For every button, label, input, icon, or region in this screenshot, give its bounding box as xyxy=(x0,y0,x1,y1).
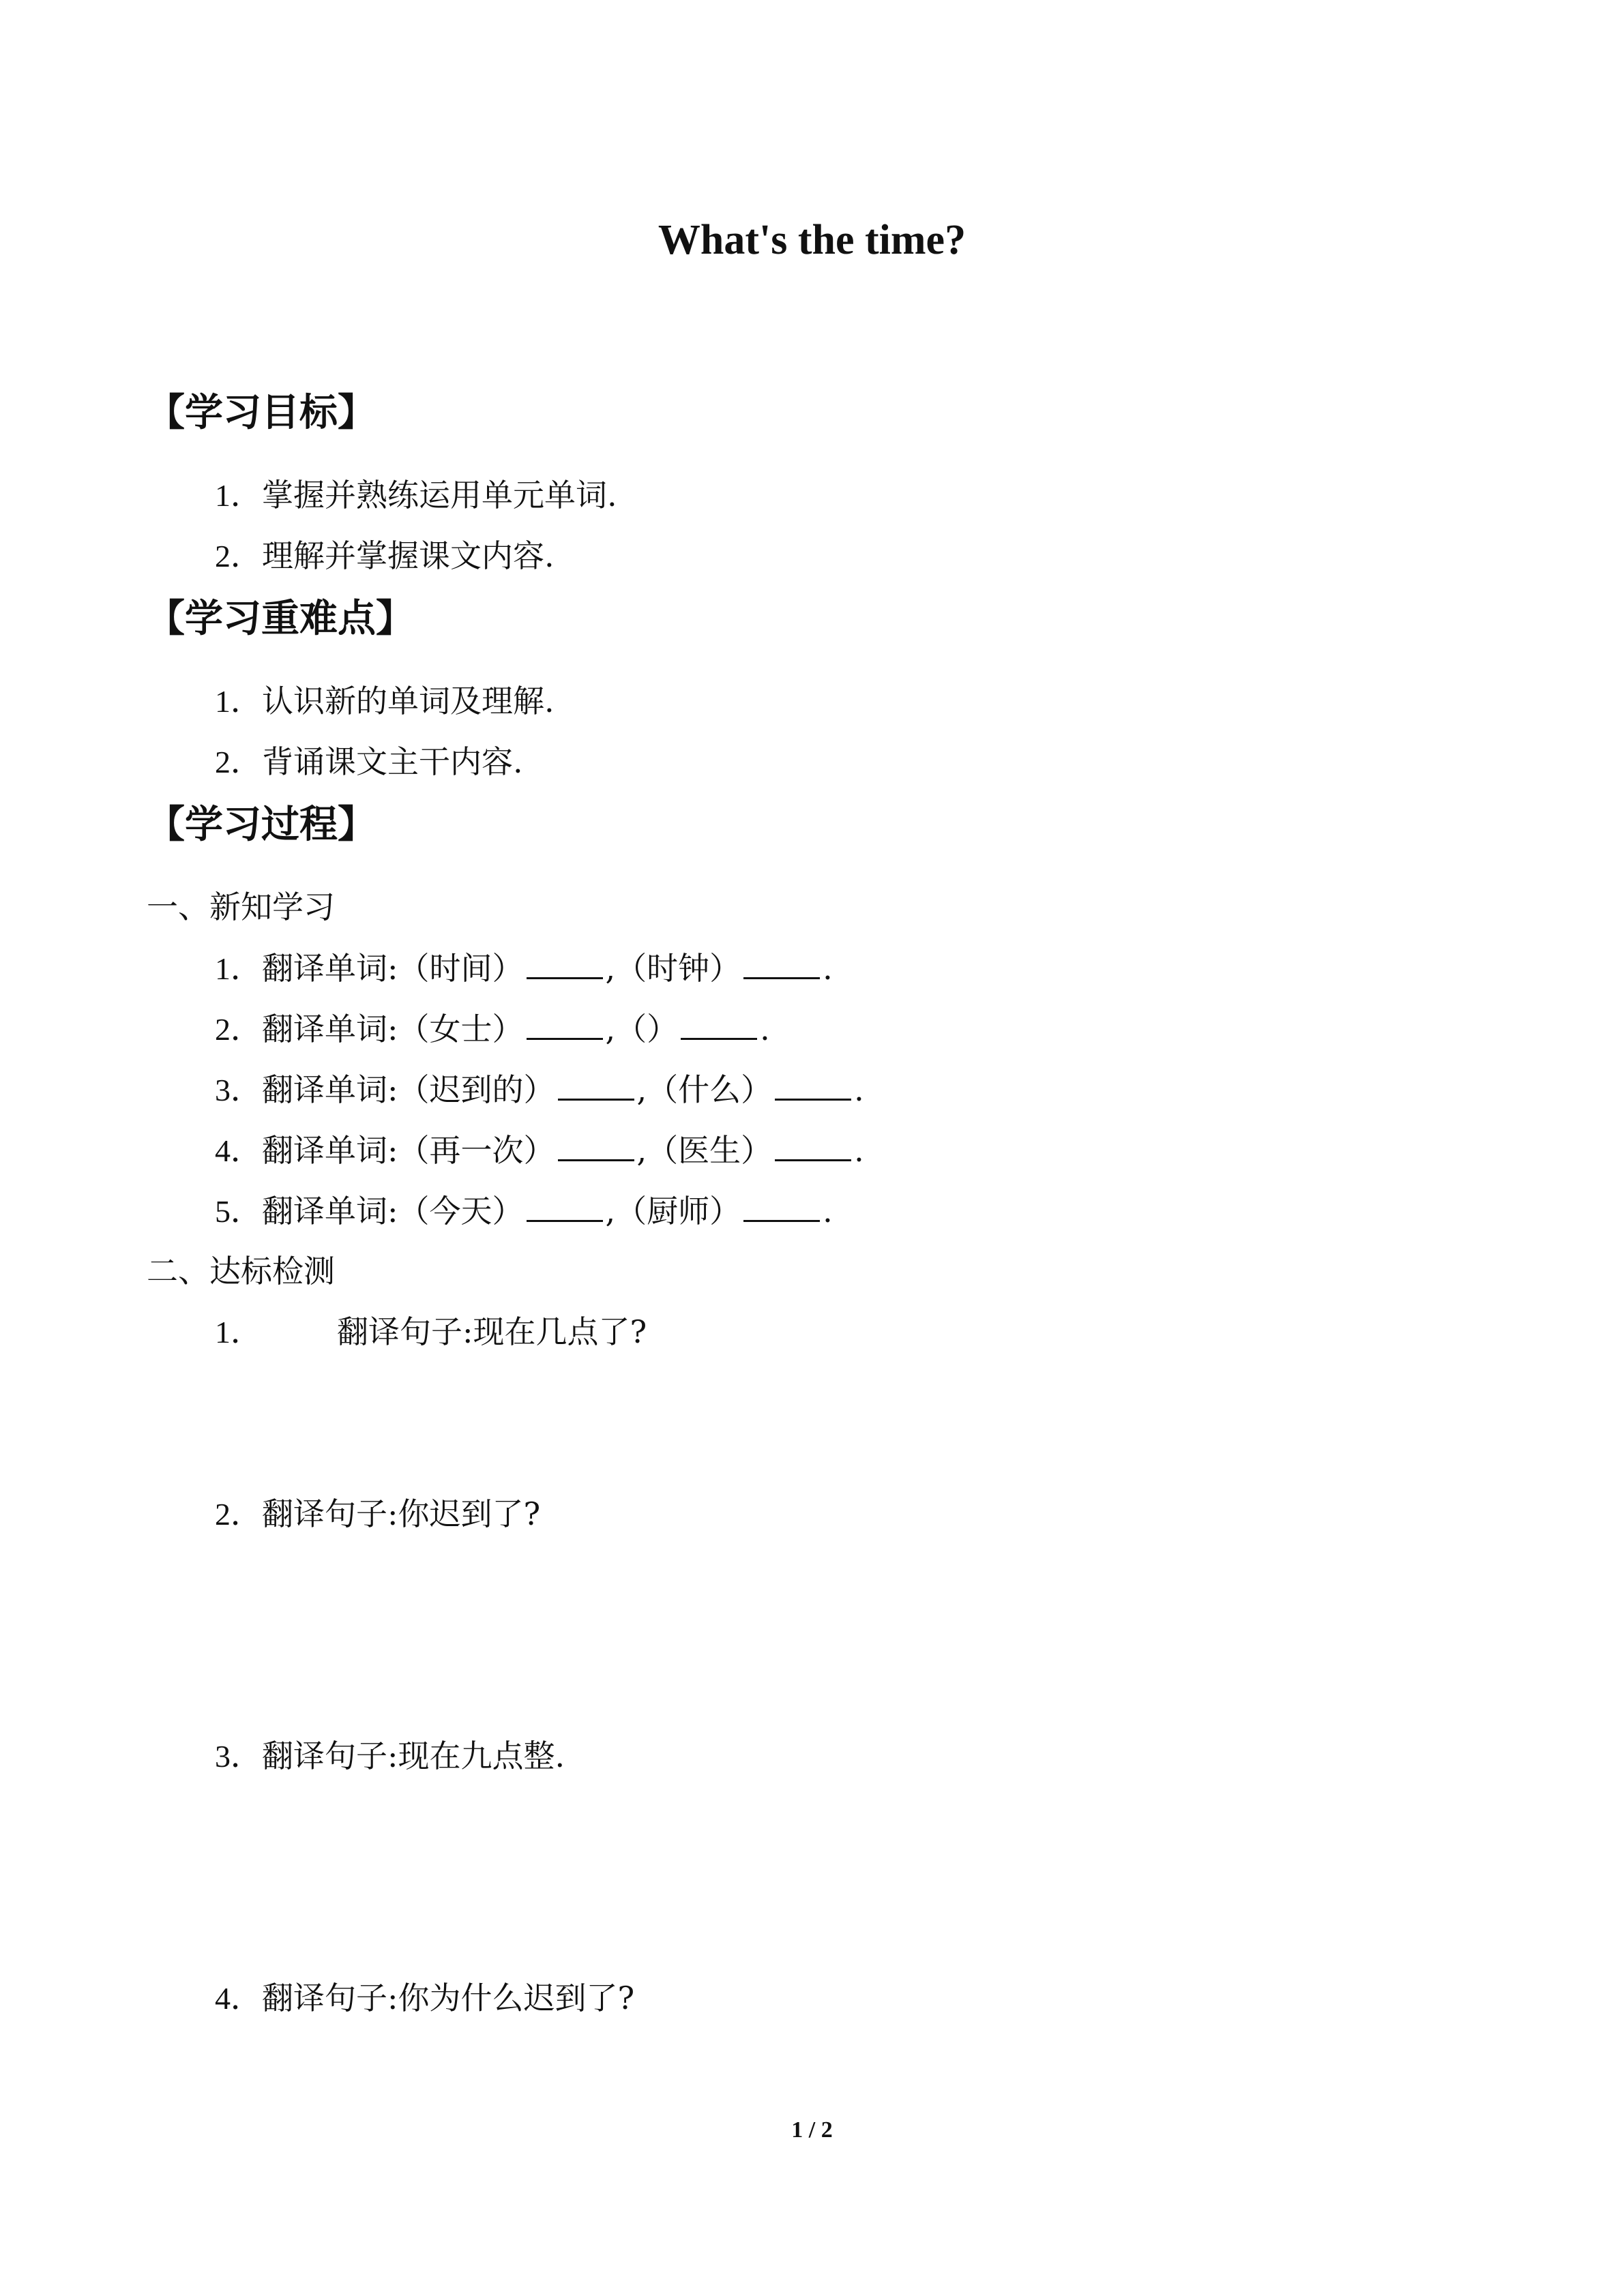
item-number: 2． xyxy=(215,745,262,779)
answer-blank[interactable] xyxy=(775,1069,851,1101)
item-end: . xyxy=(854,1071,864,1108)
section-heading-key-points: 【学习重难点】 xyxy=(147,597,414,641)
section-heading-process: 【学习过程】 xyxy=(147,803,376,847)
answer-blank[interactable] xyxy=(527,1190,603,1222)
item-number: 1． xyxy=(215,684,262,719)
answer-blank[interactable] xyxy=(681,1008,757,1040)
answer-blank[interactable] xyxy=(743,1190,820,1222)
part1-label: 一、新知学习 xyxy=(147,889,335,925)
item-mid: ,（时钟） xyxy=(605,950,741,987)
item-mid: ,（医生） xyxy=(636,1132,773,1169)
vocab-item-3 xyxy=(215,1069,864,1111)
vocab-item-1 xyxy=(215,947,833,989)
item-number: 1． xyxy=(215,1315,262,1350)
sentence-item-2 xyxy=(215,1493,540,1535)
item-mid: ,（什么） xyxy=(636,1071,773,1108)
sentence-item-3 xyxy=(215,1735,565,1777)
item-number: 3． xyxy=(215,1073,262,1107)
item-number: 2． xyxy=(215,1012,262,1047)
item-text: 翻译句子:现在九点整. xyxy=(262,1738,565,1774)
item-number: 5． xyxy=(215,1194,262,1229)
vocab-item-4 xyxy=(215,1129,864,1172)
item-end: . xyxy=(760,1011,770,1047)
item-text: 翻译句子:你为什么迟到了? xyxy=(262,1980,635,2016)
page-title: What's the time? xyxy=(658,217,966,263)
item-number: 1． xyxy=(215,951,262,986)
item-number: 3． xyxy=(215,1739,262,1774)
item-prefix: 翻译单词:（今天） xyxy=(262,1193,524,1229)
item-end: . xyxy=(823,1193,833,1229)
item-text: 掌握并熟练运用单元单词. xyxy=(262,477,617,513)
item-number: 2． xyxy=(215,1497,262,1532)
sentence-item-4 xyxy=(215,1978,634,2019)
answer-blank[interactable] xyxy=(558,1129,634,1161)
key-point-item-2 xyxy=(215,741,523,783)
sentence-item-1 xyxy=(215,1311,647,1353)
item-text: 背诵课文主干内容. xyxy=(262,743,523,780)
item-text: 理解并掌握课文内容. xyxy=(262,537,555,574)
item-number: 2． xyxy=(215,539,262,573)
page-number: 1 / 2 xyxy=(791,2117,833,2143)
item-text: 翻译句子:现在几点了? xyxy=(337,1313,647,1350)
section-heading-goals: 【学习目标】 xyxy=(147,391,376,435)
item-mid: ,（） xyxy=(605,1011,679,1047)
answer-blank[interactable] xyxy=(527,947,603,979)
goal-item-2 xyxy=(215,535,555,577)
vocab-item-5 xyxy=(215,1190,833,1232)
item-text: 翻译句子:你迟到了? xyxy=(262,1495,541,1532)
answer-blank[interactable] xyxy=(743,947,820,979)
goal-item-1 xyxy=(215,475,617,516)
item-text: 认识新的单词及理解. xyxy=(262,683,555,719)
item-number: 4． xyxy=(215,1133,262,1168)
item-number: 1． xyxy=(215,478,262,513)
vocab-item-2 xyxy=(215,1008,770,1050)
answer-blank[interactable] xyxy=(558,1069,634,1101)
item-mid: ,（厨师） xyxy=(605,1193,741,1229)
item-prefix: 翻译单词:（女士） xyxy=(262,1011,524,1047)
item-prefix: 翻译单词:（迟到的） xyxy=(262,1071,555,1108)
item-prefix: 翻译单词:（时间） xyxy=(262,950,524,987)
item-end: . xyxy=(854,1132,864,1169)
key-point-item-1 xyxy=(215,681,555,722)
item-prefix: 翻译单词:（再一次） xyxy=(262,1132,555,1169)
part2-label: 二、达标检测 xyxy=(147,1253,335,1289)
answer-blank[interactable] xyxy=(775,1129,851,1161)
item-end: . xyxy=(823,950,833,987)
item-number: 4． xyxy=(215,1981,262,2016)
answer-blank[interactable] xyxy=(527,1008,603,1040)
